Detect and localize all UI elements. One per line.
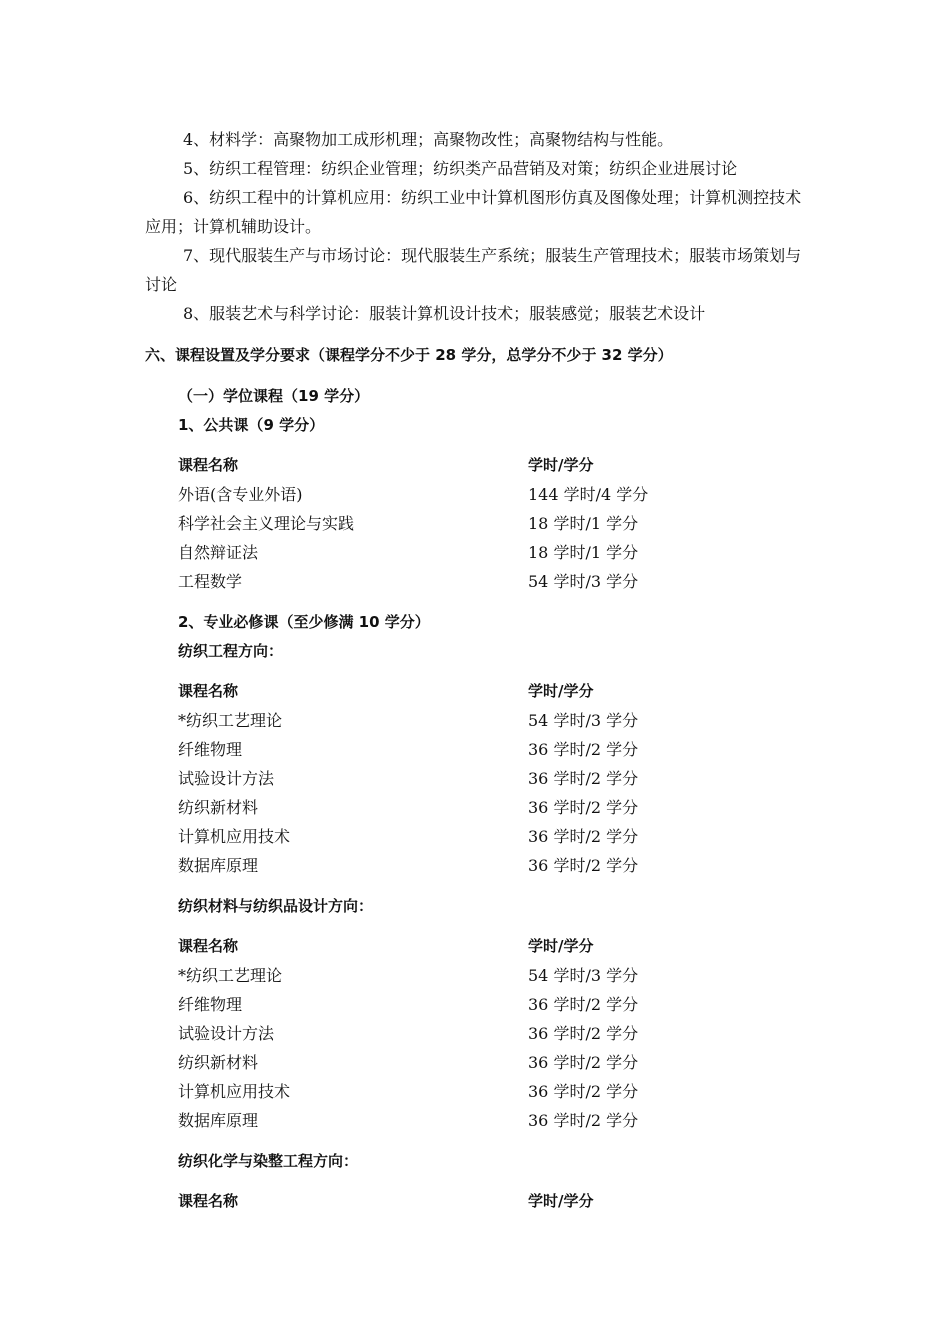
table-row (178, 961, 738, 990)
course-name: *纺织工艺理论 (178, 966, 283, 985)
degree-courses-title: （一）学位课程（19 学分） (178, 387, 370, 405)
section-6-title: 六、课程设置及学分要求（课程学分不少于 28 学分，总学分不少于 32 学分） (145, 346, 673, 364)
course-name: 科学社会主义理论与实践 (178, 514, 355, 533)
required-courses-title: 2、专业必修课（至少修满 10 学分） (178, 613, 430, 631)
course-name: 纺织新材料 (178, 798, 259, 817)
table-header (178, 932, 738, 961)
course-hours: 36 学时/2 学分 (528, 798, 639, 817)
course-hours: 36 学时/2 学分 (528, 827, 639, 846)
research-item-4: 4、材料学：高聚物加工成形机理；高聚物改性；高聚物结构与性能。 (183, 130, 674, 149)
course-hours: 18 学时/1 学分 (528, 543, 639, 562)
course-hours: 36 学时/2 学分 (528, 1111, 639, 1130)
table-row (178, 735, 738, 764)
research-item-8: 8、服装艺术与科学讨论：服装计算机设计技术；服装感觉；服装艺术设计 (183, 304, 706, 323)
course-hours: 36 学时/2 学分 (528, 740, 639, 759)
course-hours: 36 学时/2 学分 (528, 1053, 639, 1072)
col-hours-credits: 学时/学分 (528, 937, 594, 955)
course-name: *纺织工艺理论 (178, 711, 283, 730)
table-row (178, 567, 738, 596)
course-hours: 36 学时/2 学分 (528, 1082, 639, 1101)
course-hours: 36 学时/2 学分 (528, 856, 639, 875)
course-name: 自然辩证法 (178, 543, 259, 562)
course-hours: 36 学时/2 学分 (528, 1024, 639, 1043)
direction-1-title: 纺织工程方向： (178, 642, 284, 660)
table-row (178, 1048, 738, 1077)
col-hours-credits: 学时/学分 (528, 456, 594, 474)
course-name: 纺织新材料 (178, 1053, 259, 1072)
course-name: 数据库原理 (178, 1111, 259, 1130)
course-name: 计算机应用技术 (178, 1082, 291, 1101)
table-header (178, 451, 738, 480)
table-header (178, 677, 738, 706)
direction-1-table (178, 677, 738, 880)
public-courses-table (178, 451, 738, 596)
table-row (178, 822, 738, 851)
col-course-name: 课程名称 (178, 682, 239, 700)
course-hours: 54 学时/3 学分 (528, 711, 639, 730)
course-name: 试验设计方法 (178, 769, 275, 788)
direction-3-title: 纺织化学与染整工程方向： (178, 1152, 359, 1170)
research-item-7-text: 7、现代服装生产与市场讨论：现代服装生产系统；服装生产管理技术；服装市场策划与讨论 (145, 246, 802, 294)
table-row (178, 1106, 738, 1135)
course-name: 工程数学 (178, 572, 243, 591)
table-row (178, 793, 738, 822)
course-name: 计算机应用技术 (178, 827, 291, 846)
course-hours: 18 学时/1 学分 (528, 514, 639, 533)
table-row (178, 706, 738, 735)
table-header (178, 1187, 738, 1216)
direction-2-title: 纺织材料与纺织品设计方向： (178, 897, 374, 915)
research-item-6-text: 6、纺织工程中的计算机应用：纺织工业中计算机图形仿真及图像处理；计算机测控技术应用；计算机辅助设计。 (145, 188, 802, 236)
course-name: 纤维物理 (178, 995, 243, 1014)
col-course-name: 课程名称 (178, 456, 239, 474)
direction-2-table (178, 932, 738, 1135)
table-row (178, 1019, 738, 1048)
col-hours-credits: 学时/学分 (528, 682, 594, 700)
table-row (178, 480, 738, 509)
public-courses-title: 1、公共课（9 学分） (178, 416, 325, 434)
course-name: 试验设计方法 (178, 1024, 275, 1043)
research-item-5: 5、纺织工程管理：纺织企业管理；纺织类产品营销及对策；纺织企业进展讨论 (183, 159, 738, 178)
course-hours: 144 学时/4 学分 (528, 485, 649, 504)
direction-3-table (178, 1187, 738, 1216)
table-row (178, 764, 738, 793)
table-row (178, 990, 738, 1019)
course-hours: 54 学时/3 学分 (528, 572, 639, 591)
course-hours: 36 学时/2 学分 (528, 769, 639, 788)
research-item-6 (145, 183, 810, 241)
table-row (178, 851, 738, 880)
table-row (178, 538, 738, 567)
col-course-name: 课程名称 (178, 1192, 239, 1210)
course-hours: 54 学时/3 学分 (528, 966, 639, 985)
table-row (178, 509, 738, 538)
course-name: 数据库原理 (178, 856, 259, 875)
col-hours-credits: 学时/学分 (528, 1192, 594, 1210)
course-name: 纤维物理 (178, 740, 243, 759)
table-row (178, 1077, 738, 1106)
col-course-name: 课程名称 (178, 937, 239, 955)
course-hours: 36 学时/2 学分 (528, 995, 639, 1014)
course-name: 外语(含专业外语) (178, 485, 303, 504)
research-item-7 (145, 241, 810, 299)
